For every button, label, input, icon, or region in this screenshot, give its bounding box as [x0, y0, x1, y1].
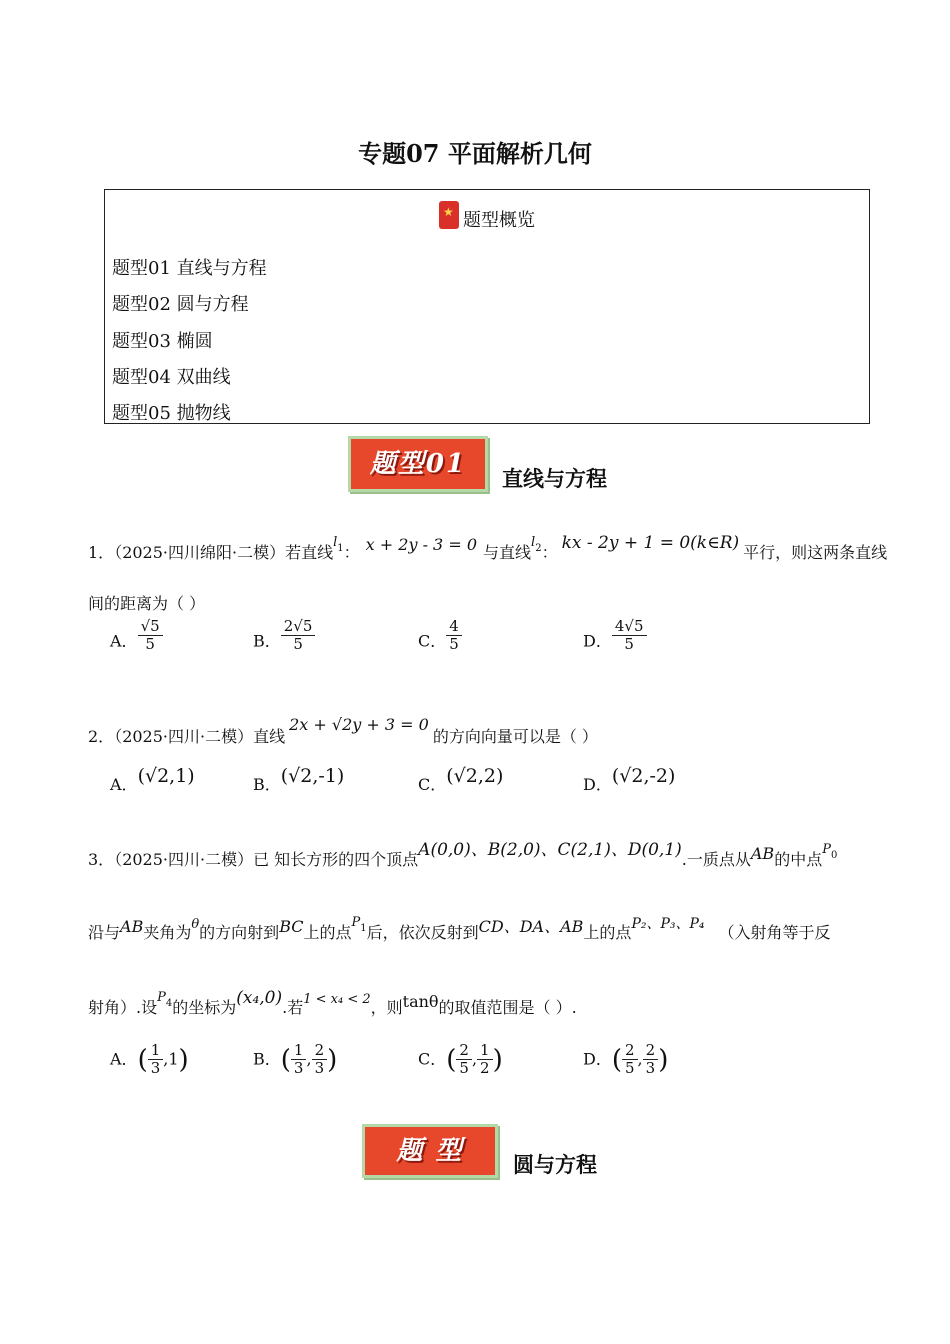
- question-2: 2．（2025·四川·二模）直线2x + √2y + 3 = 0的方向向量可以是（ ）: [88, 715, 598, 746]
- section-badge: 题 型: [362, 1124, 498, 1178]
- overview-item[interactable]: 题型04 双曲线: [112, 367, 231, 388]
- option-c[interactable]: C．( $\frac{2}{5}$ , $\frac{1}{2}$ ): [418, 1041, 503, 1078]
- option-d[interactable]: D．(√2,-2): [583, 765, 676, 794]
- fraction: $\frac{√5}{5}$: [138, 618, 163, 654]
- option-c[interactable]: C．(√2,2): [418, 765, 504, 794]
- question-1-line2: 间的距离为（ ）: [88, 594, 206, 613]
- overview-item[interactable]: 题型05 抛物线: [112, 403, 231, 424]
- fraction: $\frac{1}{3}$: [148, 1042, 164, 1078]
- question-3-line1: 3．（2025·四川·二模）已 知长方形的四个顶点A(0,0)、B(2,0)、C(2,1)、D(0,1).一质点从AB的中点$^{P0}$: [88, 840, 838, 869]
- page-title: 专题07 平面解析几何: [358, 139, 592, 168]
- option-c[interactable]: C． $\frac{4}{5}$: [418, 624, 462, 660]
- section-badge: 题型01: [348, 436, 488, 492]
- fraction: $\frac{2}{3}$: [312, 1042, 328, 1078]
- book-icon: ★: [439, 201, 459, 229]
- fraction: $\frac{2}{5}$: [456, 1042, 472, 1078]
- option-b[interactable]: B．( $\frac{1}{3}$ , $\frac{2}{3}$ ): [253, 1041, 338, 1078]
- section-title: 圆与方程: [513, 1152, 597, 1177]
- option-d[interactable]: D．( $\frac{2}{5}$ , $\frac{2}{3}$ ): [583, 1041, 669, 1078]
- question-1-line1: 1．（2025·四川绵阳·二模）若直线$^{l1}$： x + 2y - 3 = 0 与直线$^{l2}$： kx - 2y + 1 = 0(k∈R) 平行，则这两条直线: [88, 533, 888, 562]
- fraction: $\frac{2√5}{5}$: [281, 618, 316, 654]
- option-a[interactable]: A．(√2,1): [110, 765, 195, 794]
- overview-heading-text: 题型概览: [463, 210, 535, 231]
- section-title: 直线与方程: [502, 466, 607, 491]
- option-d[interactable]: D． $\frac{4√5}{5}$: [583, 624, 647, 660]
- fraction: $\frac{4√5}{5}$: [612, 618, 647, 654]
- fraction: $\frac{4}{5}$: [446, 618, 462, 654]
- question-3-line2: 沿与AB夹角为$^\theta$的方向射到BC上的点$^{P1}$后，依次反射到CD、DA、AB上的点P₂、P₃、P₄ （入射角等于反: [88, 915, 831, 942]
- overview-heading: [105, 206, 869, 235]
- overview-item[interactable]: 题型03 椭圆: [112, 331, 213, 352]
- option-b[interactable]: B． $\frac{2√5}{5}$: [253, 624, 315, 660]
- overview-box: [104, 189, 870, 424]
- fraction: $\frac{2}{5}$: [622, 1042, 638, 1078]
- fraction: $\frac{2}{3}$: [643, 1042, 659, 1078]
- fraction: $\frac{1}{2}$: [477, 1042, 493, 1078]
- option-a[interactable]: A． $\frac{√5}{5}$: [110, 624, 163, 660]
- option-b[interactable]: B．(√2,-1): [253, 765, 345, 794]
- option-a[interactable]: A．( $\frac{1}{3}$ ,1): [110, 1041, 189, 1078]
- fraction: $\frac{1}{3}$: [291, 1042, 307, 1078]
- question-3-line3: 射角）.设$^{P4}$的坐标为(x₄,0).若$^{1 < x_4 < 2}$，则tanθ的取值范围是（ ）.: [88, 988, 577, 1017]
- overview-item[interactable]: 题型01 直线与方程: [112, 258, 267, 279]
- overview-item[interactable]: 题型02 圆与方程: [112, 294, 249, 315]
